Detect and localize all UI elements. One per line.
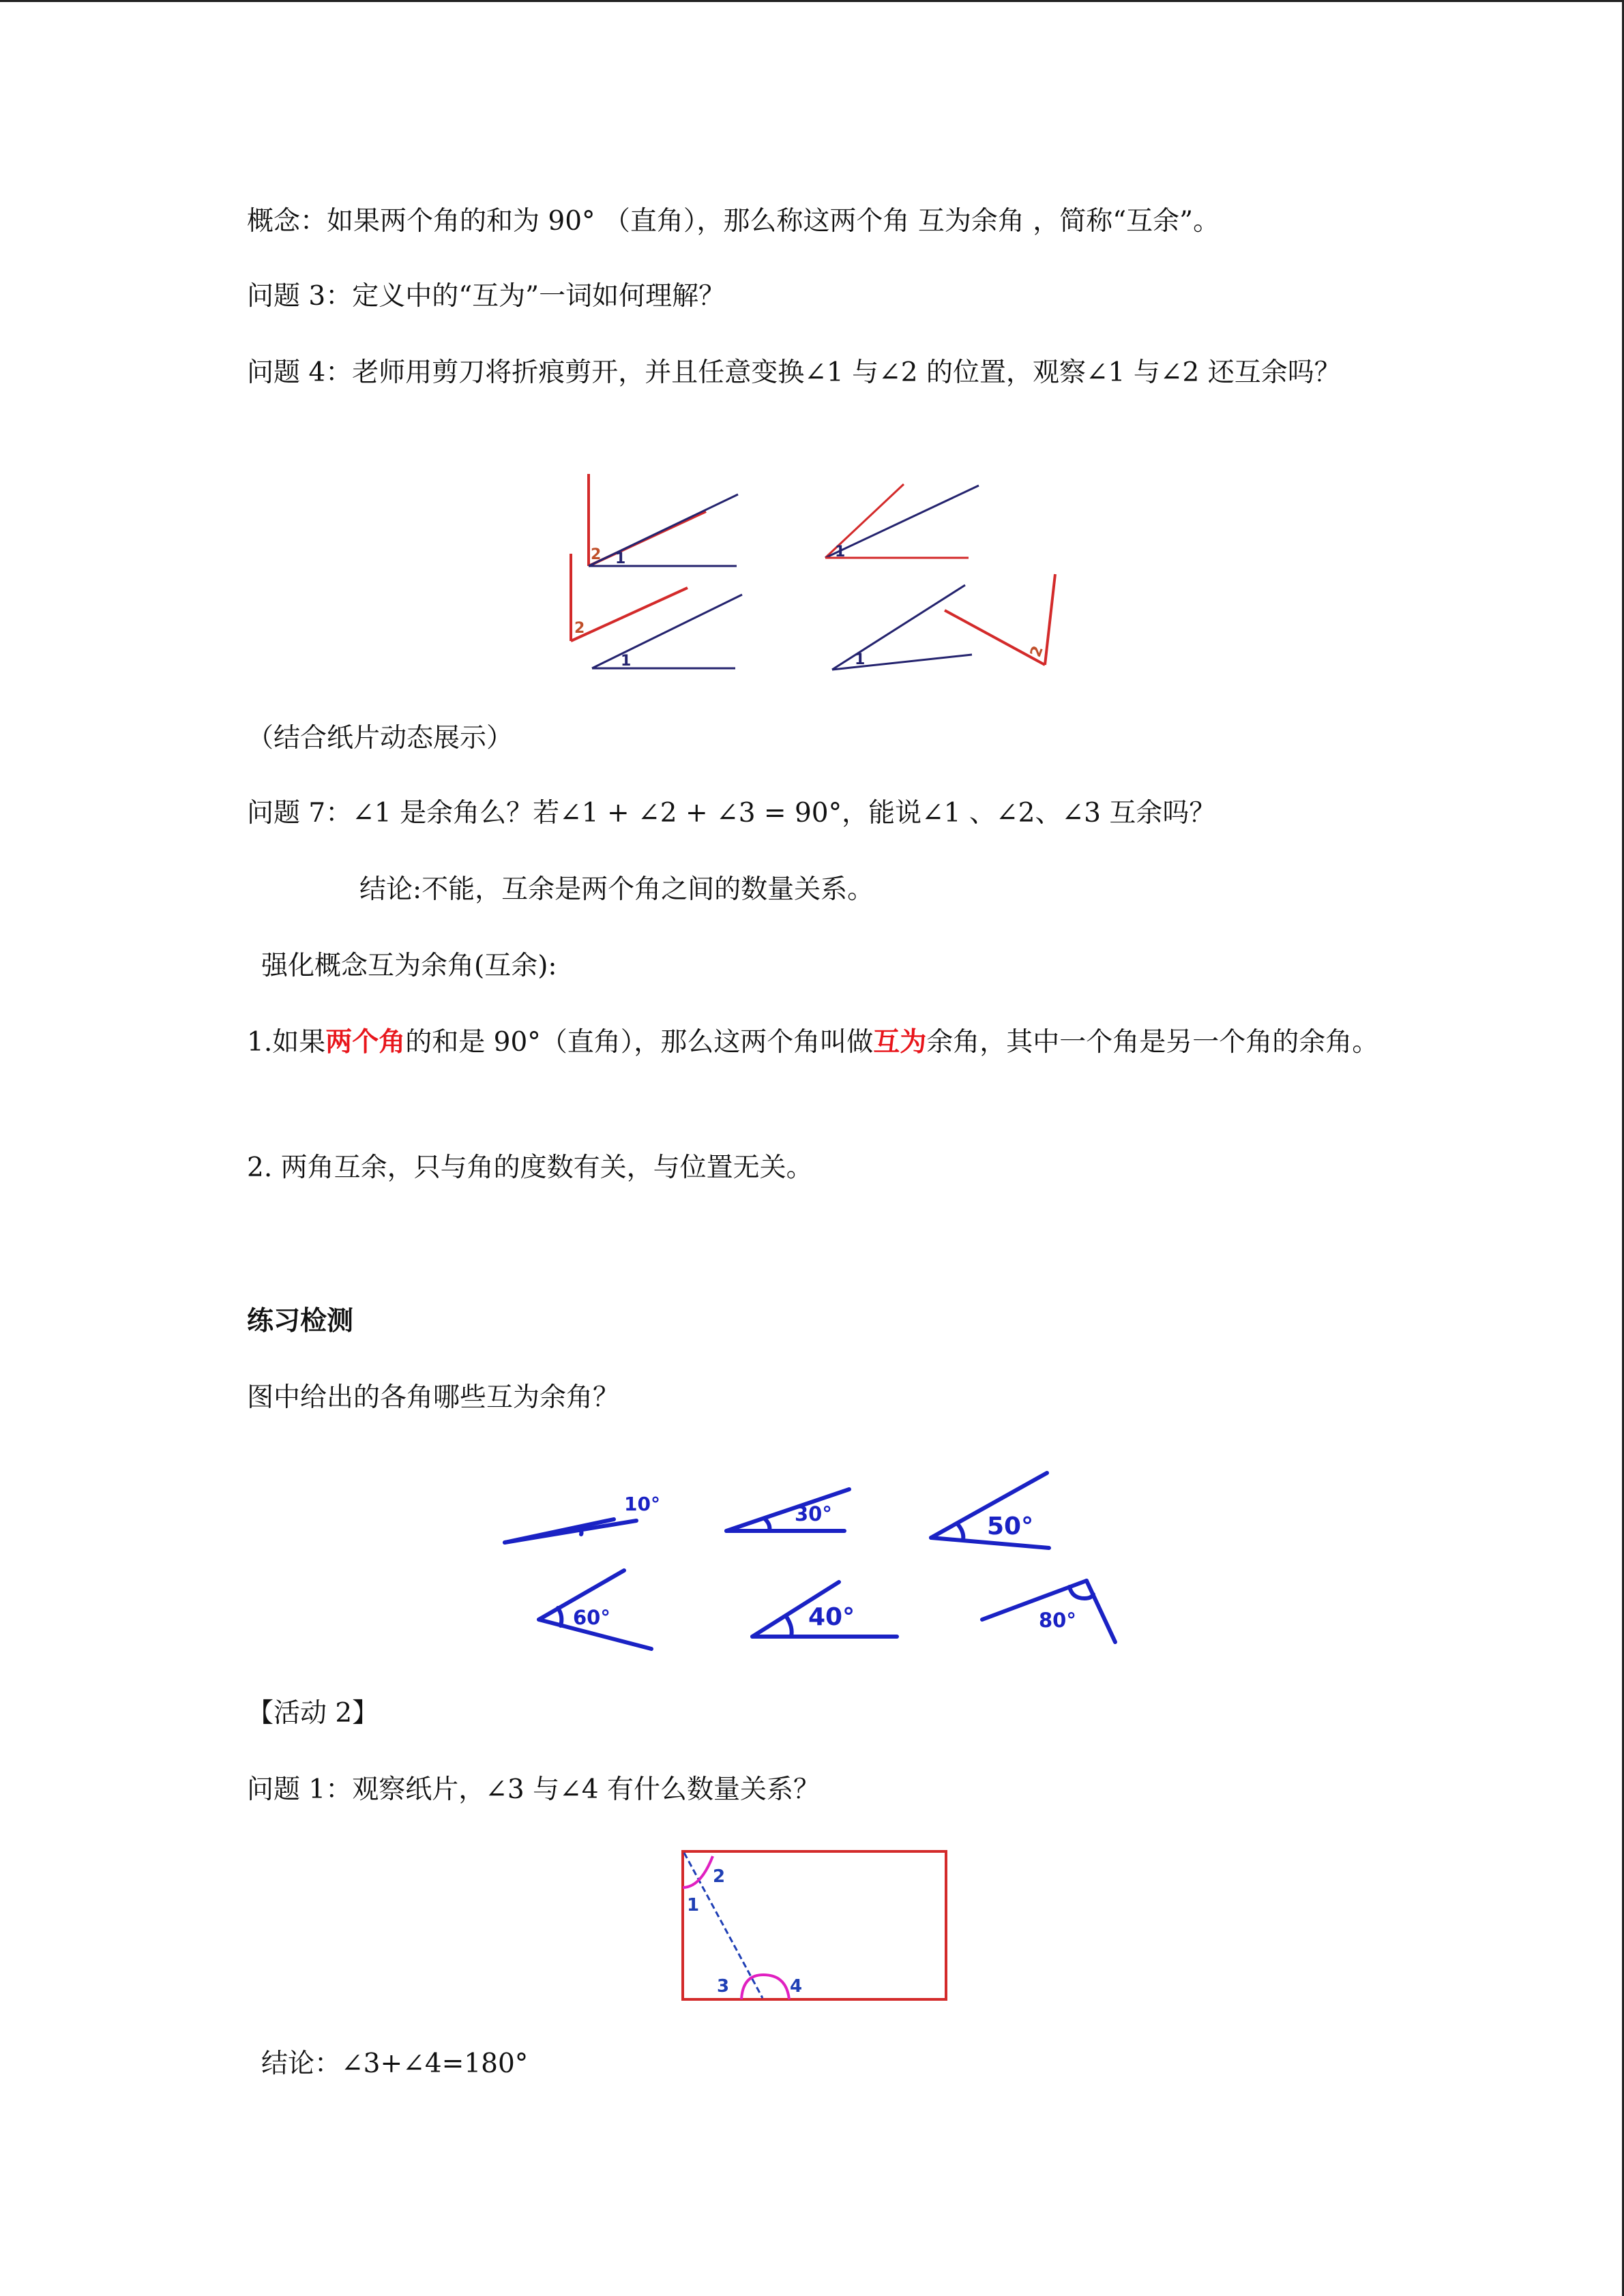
angle-label-4: 4: [790, 1976, 803, 1997]
angle-10: [505, 1519, 636, 1542]
angle-1-bottom-left: [592, 595, 742, 670]
concept-paragraph: 概念：如果两个角的和为 90° （直角），那么称这两个角 互为余角 ，简称“互余”。: [247, 206, 1220, 237]
angle-label-80: 80°: [1039, 1609, 1076, 1632]
angle-label-2: 2: [574, 620, 585, 637]
practice-question: 图中给出的各角哪些互为余角？: [247, 1382, 620, 1413]
angle-label-3: 3: [717, 1976, 730, 1997]
question-1: 问题 1：观察纸片，∠3 与∠4 有什么数量关系？: [247, 1774, 820, 1805]
angle-label-60: 60°: [573, 1606, 610, 1629]
point-1-middle: 的和是 90°（直角），那么这两个角叫做: [405, 1027, 874, 1058]
page-top-border: [0, 0, 1624, 2]
angle-label-30: 30°: [795, 1502, 832, 1525]
point-2: 2. 两角互余，只与角的度数有关，与位置无关。: [247, 1152, 813, 1183]
angle-label-2: 2: [591, 546, 602, 563]
angle-label-1: 1: [615, 550, 626, 567]
paper-fold-figure: [679, 1848, 951, 2005]
angle-label-2: 2: [713, 1866, 726, 1887]
angle-label-50: 50°: [987, 1512, 1034, 1540]
question-7: 问题 7：∠1 是余角么？若∠1 + ∠2 + ∠3 = 90°，能说∠1 、∠2、∠3 互余吗？: [247, 798, 1216, 829]
angle-label-1: 1: [855, 651, 866, 668]
activity-2-heading: 【活动 2】: [247, 1698, 379, 1729]
point-1-suffix: 余角，其中一个角是另一个角的余角。: [926, 1027, 1379, 1058]
angle-label-10: 10°: [624, 1493, 660, 1515]
demo-note: （结合纸片动态展示）: [247, 723, 514, 754]
angle-label-2: 2: [1027, 643, 1047, 659]
conclusion-1: 结论:不能，互余是两个角之间的数量关系。: [359, 874, 874, 905]
angle-label-40: 40°: [808, 1603, 855, 1631]
angle-pair-top-left: [589, 474, 738, 567]
conclusion-2: 结论：∠3+∠4=180°: [261, 2048, 529, 2079]
highlight-two-angles: 两个角: [325, 1027, 406, 1058]
practice-heading: 练习检测: [247, 1306, 354, 1337]
question-3: 问题 3：定义中的“互为”一词如何理解？: [247, 281, 726, 312]
angle-label-1: 1: [687, 1895, 700, 1915]
angles-practice-figure: [498, 1466, 1125, 1650]
reinforce-title: 强化概念互为余角(互余):: [261, 951, 557, 981]
point-1: [247, 1019, 1379, 1067]
angle-1-bottom-right: [832, 585, 972, 670]
angle-label-1: 1: [621, 653, 632, 670]
angle-label-1: 1: [835, 543, 846, 561]
question-4: 问题 4：老师用剪刀将折痕剪开，并且任意变换∠1 与∠2 的位置，观察∠1 与∠2 还互余吗？: [247, 357, 1341, 388]
complementary-angles-figure: [559, 471, 1071, 675]
angle-pair-top-right: [825, 484, 979, 561]
angle-arc-bottom: [741, 1975, 789, 1999]
point-1-prefix: 1.如果: [247, 1027, 326, 1058]
highlight-mutual: 互为: [873, 1027, 927, 1058]
angle-arc-top: [683, 1856, 713, 1888]
